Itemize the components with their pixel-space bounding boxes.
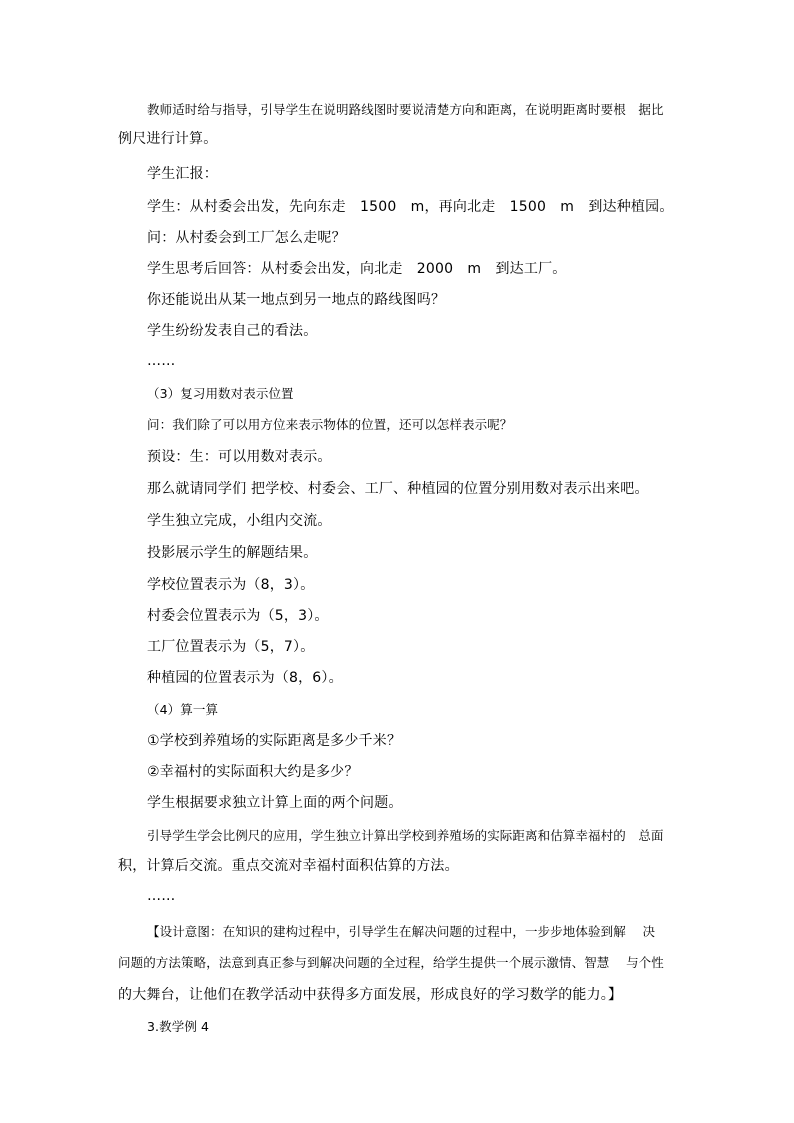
section-4-heading: （4）算一算 — [147, 702, 219, 717]
question-position: 问：我们除了可以用方位来表示物体的位置，还可以怎样表示呢？ — [147, 417, 513, 432]
village-position: 村委会位置表示为（5，3）。 — [147, 608, 329, 624]
calc-independent: 学生根据要求独立计算上面的两个问题。 — [147, 795, 403, 811]
ellipsis-2: …… — [147, 888, 176, 904]
section-3-heading: （3）复习用数对表示位置 — [147, 386, 294, 401]
question-1: ①学校到养殖场的实际距离是多少千米？ — [147, 733, 402, 749]
projection-results: 投影展示学生的解题结果。 — [147, 545, 318, 561]
question-2: ②幸福村的实际面积大约是多少？ — [147, 764, 359, 780]
plantation-position: 种植园的位置表示为（8，6）。 — [147, 670, 343, 686]
independent-work: 学生独立完成，小组内交流。 — [147, 513, 332, 529]
teacher-guide-line-2: 例尺进行计算。 — [118, 131, 218, 147]
guide-scale-line-2: 积，计算后交流。重点交流对幸福村面积估算的方法。 — [118, 858, 459, 874]
guide-scale-line-1: 引导学生学会比例尺的应用，学生独立计算出学校到养殖场的实际距离和估算幸福村的 总面 — [147, 828, 664, 843]
teacher-guide-line-1: 教师适时给与指导，引导学生在说明路线图时要说清楚方向和距离，在说明距离时要根 据比 — [147, 102, 664, 117]
factory-position: 工厂位置表示为（5，7）。 — [147, 639, 315, 655]
invite-students: 那么就请同学们 把学校、村委会、工厂、种植园的位置分别用数对表示出来吧。 — [147, 481, 649, 497]
school-position: 学校位置表示为（8，3）。 — [147, 577, 315, 593]
report-intro: 学生汇报： — [147, 166, 218, 182]
preset-answer: 预设：生：可以用数对表示。 — [147, 449, 332, 465]
design-intent-line-1: 【设计意图：在知识的建构过程中，引导学生在解决问题的过程中，一步步地体验到解 决 — [147, 924, 656, 939]
share-views: 学生纷纷发表自己的看法。 — [147, 323, 318, 339]
student-answer: 学生：从村委会出发，先向东走 1500 m，再向北走 1500 m 到达种植园。 — [147, 199, 674, 215]
ellipsis-1: …… — [147, 353, 176, 369]
answer-factory: 学生思考后回答：从村委会出发，向北走 2000 m 到达工厂。 — [147, 261, 567, 277]
question-factory: 问：从村委会到工厂怎么走呢？ — [147, 230, 346, 246]
design-intent-line-2: 问题的方法策略，法意到真正参与到解决问题的全过程，给学生提供一个展示激情、智慧 与个性 — [118, 955, 664, 970]
design-intent-line-3: 的大舞台，让他们在教学活动中获得多方面发展，形成良好的学习数学的能力。】 — [118, 987, 623, 1003]
question-route: 你还能说出从某一地点到另一地点的路线图吗？ — [147, 292, 446, 308]
section-example-heading: 3.教学例 4 — [147, 1019, 210, 1034]
